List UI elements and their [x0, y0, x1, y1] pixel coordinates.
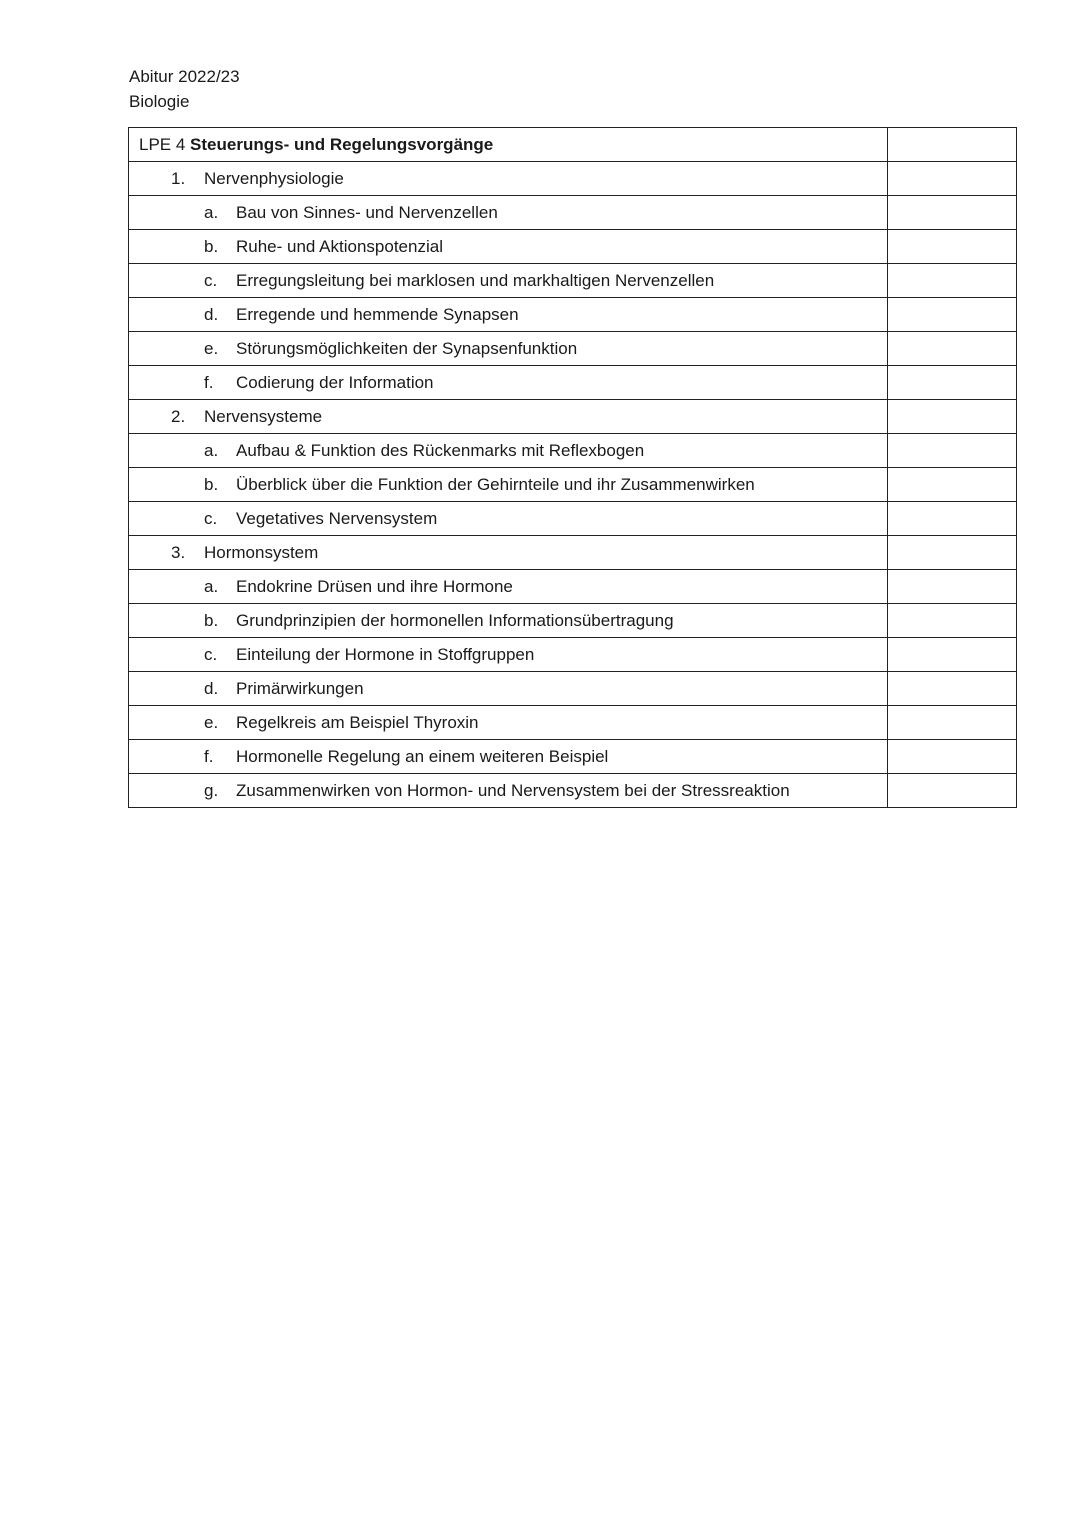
- subtopic-cell: [129, 502, 888, 536]
- section-number: 3.: [171, 542, 186, 562]
- subtopic-row: [129, 672, 1017, 706]
- subtopic-label: a.: [204, 440, 219, 460]
- subtopic-label: b.: [204, 610, 219, 630]
- subtopic-label: e.: [204, 712, 219, 732]
- subtopic-label: d.: [204, 304, 219, 324]
- subtopic-row: [129, 366, 1017, 400]
- section-title: Hormonsystem: [204, 542, 319, 562]
- checkbox-cell[interactable]: [888, 740, 1017, 774]
- subtopic-text: Vegetatives Nervensystem: [236, 508, 438, 528]
- checkbox-cell[interactable]: [888, 638, 1017, 672]
- checkbox-cell[interactable]: [888, 298, 1017, 332]
- subtopic-cell: [129, 638, 888, 672]
- subtopic-cell: [129, 468, 888, 502]
- checkbox-cell[interactable]: [888, 604, 1017, 638]
- subtopic-row: [129, 706, 1017, 740]
- checkbox-cell[interactable]: [888, 400, 1017, 434]
- checkbox-cell[interactable]: [888, 502, 1017, 536]
- subtopic-text: Störungsmöglichkeiten der Synapsenfunktion: [236, 338, 578, 358]
- subtopic-text: Bau von Sinnes- und Nervenzellen: [236, 202, 498, 222]
- subtopic-label: f.: [204, 372, 214, 392]
- table-title: Steuerungs- und Regelungsvorgänge: [190, 134, 494, 154]
- subtopic-cell: [129, 196, 888, 230]
- section-row: [129, 162, 1017, 196]
- topics-table-body: [129, 128, 1017, 808]
- subtopic-cell: [129, 230, 888, 264]
- subtopic-row: [129, 740, 1017, 774]
- checkbox-cell[interactable]: [888, 570, 1017, 604]
- subtopic-row: [129, 196, 1017, 230]
- subtopic-label: e.: [204, 338, 219, 358]
- subtopic-label: f.: [204, 746, 214, 766]
- checkbox-cell[interactable]: [888, 162, 1017, 196]
- subtopic-row: [129, 264, 1017, 298]
- checkbox-cell[interactable]: [888, 672, 1017, 706]
- checkbox-cell[interactable]: [888, 230, 1017, 264]
- section-cell: [129, 536, 888, 570]
- subtopic-text: Grundprinzipien der hormonellen Informationsübertragung: [236, 610, 674, 630]
- subtopic-text: Endokrine Drüsen und ihre Hormone: [236, 576, 513, 596]
- subtopic-row: [129, 468, 1017, 502]
- checkbox-cell[interactable]: [888, 536, 1017, 570]
- subtopic-text: Ruhe- und Aktionspotenzial: [236, 236, 443, 256]
- subtopic-label: b.: [204, 474, 219, 494]
- subtopic-text: Codierung der Information: [236, 372, 434, 392]
- document-header: [129, 64, 240, 114]
- subtopic-cell: [129, 740, 888, 774]
- subtopic-cell: [129, 774, 888, 808]
- header-exam-year: Abitur 2022/23: [129, 67, 240, 86]
- subtopic-row: [129, 230, 1017, 264]
- checkbox-cell[interactable]: [888, 706, 1017, 740]
- subtopic-row: [129, 604, 1017, 638]
- section-number: 1.: [171, 168, 186, 188]
- subtopic-label: c.: [204, 508, 218, 528]
- subtopic-label: c.: [204, 644, 218, 664]
- subtopic-cell: [129, 298, 888, 332]
- checkbox-cell[interactable]: [888, 128, 1017, 162]
- section-row: [129, 536, 1017, 570]
- subtopic-row: [129, 298, 1017, 332]
- subtopic-row: [129, 332, 1017, 366]
- subtopic-cell: [129, 672, 888, 706]
- subtopic-cell: [129, 570, 888, 604]
- subtopic-label: c.: [204, 270, 218, 290]
- checkbox-cell[interactable]: [888, 332, 1017, 366]
- section-title: Nervensysteme: [204, 406, 323, 426]
- subtopic-text: Erregende und hemmende Synapsen: [236, 304, 519, 324]
- subtopic-label: a.: [204, 202, 219, 222]
- subtopic-text: Überblick über die Funktion der Gehirnteile und ihr Zusammenwirken: [236, 474, 755, 494]
- table-title-cell: [129, 128, 888, 162]
- checkbox-cell[interactable]: [888, 264, 1017, 298]
- subtopic-text: Zusammenwirken von Hormon- und Nervensystem bei der Stressreaktion: [236, 780, 790, 800]
- checkbox-cell[interactable]: [888, 468, 1017, 502]
- subtopic-cell: [129, 604, 888, 638]
- subtopic-cell: [129, 706, 888, 740]
- subtopic-row: [129, 638, 1017, 672]
- subtopic-cell: [129, 434, 888, 468]
- subtopic-cell: [129, 332, 888, 366]
- subtopic-text: Einteilung der Hormone in Stoffgruppen: [236, 644, 535, 664]
- checkbox-cell[interactable]: [888, 774, 1017, 808]
- subtopic-cell: [129, 366, 888, 400]
- table-title-prefix: LPE 4: [139, 134, 186, 154]
- checkbox-cell[interactable]: [888, 196, 1017, 230]
- subtopic-row: [129, 774, 1017, 808]
- subtopic-row: [129, 502, 1017, 536]
- subtopic-cell: [129, 264, 888, 298]
- section-row: [129, 400, 1017, 434]
- subtopic-label: g.: [204, 780, 219, 800]
- subtopic-label: a.: [204, 576, 219, 596]
- subtopic-text: Regelkreis am Beispiel Thyroxin: [236, 712, 479, 732]
- subtopic-text: Erregungsleitung bei marklosen und markhaltigen Nervenzellen: [236, 270, 715, 290]
- header-subject: Biologie: [129, 92, 190, 111]
- checkbox-cell[interactable]: [888, 366, 1017, 400]
- table-title-row: [129, 128, 1017, 162]
- topics-table: [128, 127, 1017, 808]
- subtopic-text: Hormonelle Regelung an einem weiteren Beispiel: [236, 746, 609, 766]
- subtopic-text: Aufbau & Funktion des Rückenmarks mit Reflexbogen: [236, 440, 645, 460]
- subtopic-label: d.: [204, 678, 219, 698]
- section-title: Nervenphysiologie: [204, 168, 344, 188]
- section-cell: [129, 162, 888, 196]
- section-cell: [129, 400, 888, 434]
- subtopic-label: b.: [204, 236, 219, 256]
- section-number: 2.: [171, 406, 186, 426]
- subtopic-text: Primärwirkungen: [236, 678, 364, 698]
- subtopic-row: [129, 434, 1017, 468]
- checkbox-cell[interactable]: [888, 434, 1017, 468]
- subtopic-row: [129, 570, 1017, 604]
